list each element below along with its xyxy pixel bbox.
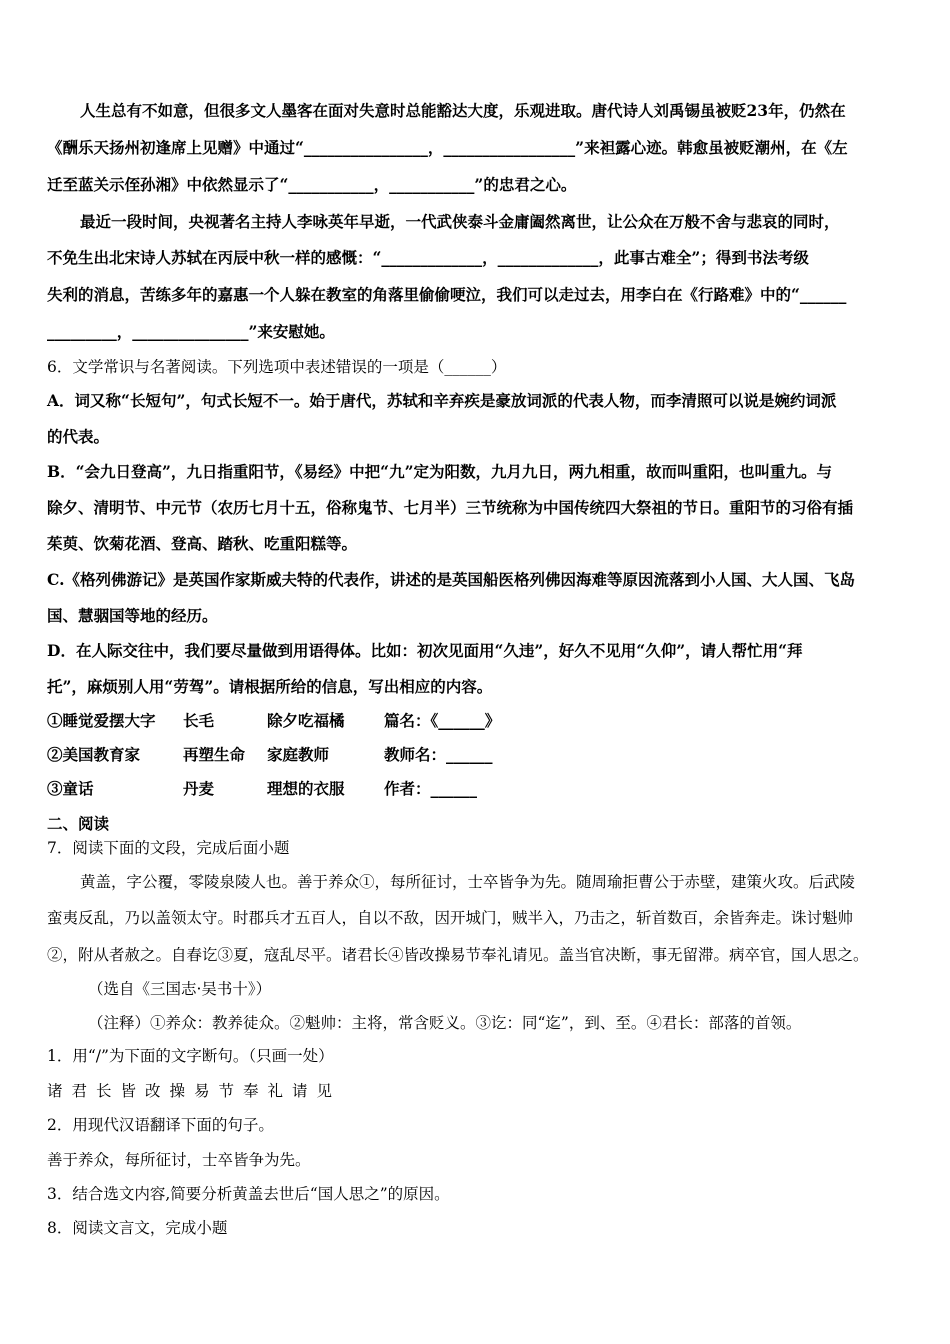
fill-in-line-6: 失利的消息，苦练多年的嘉惠一个人躲在教室的角落里偷偷哽泣，我们可以走过去，用李白在《行路难》中的“______ [47,285,847,304]
option-d-line-1: D．在人际交往中，我们要尽量做到用语得体。比如：初次见面用“久违”，好久不见用“久仰”，请人帮忙用“拜 [47,641,803,660]
option-b-line-3: 茱萸、饮菊花酒、登高、踏秋、吃重阳糕等。 [47,534,358,553]
question-6-stem: 6．文学常识与名著阅读。下列选项中表述错误的一项是（______） [47,358,507,376]
info-cell: ①睡觉爱摆大字 [47,711,156,730]
fill-in-line-7: _________，_______________”来安慰她。 [47,322,335,341]
info-cell: 理想的衣服 [267,779,345,798]
option-c-line-2: 国、慧骃国等地的经历。 [47,606,218,625]
fill-in-line-4: 最近一段时间，央视著名主持人李咏英年早逝，一代武侠泰斗金庸阖然离世，让公众在万般不舍与悲哀的同时， [80,212,840,231]
option-a-line-2: 的代表。 [47,427,110,446]
subquestion-3: 3．结合选文内容,简要分析黄盖去世后“国人思之”的原因。 [47,1185,450,1203]
info-cell: 再塑生命 [183,745,246,764]
info-cell: 长毛 [183,711,215,730]
info-cell: 丹麦 [183,779,215,798]
subquestion-2: 2．用现代汉语翻译下面的句子。 [47,1116,274,1134]
info-cell: 除夕吃福橘 [267,711,345,730]
info-cell: ②美国教育家 [47,745,141,764]
question-7-stem: 7．阅读下面的文段，完成后面小题 [47,839,290,857]
passage-line-1: 黄盖，字公覆，零陵泉陵人也。善于养众①，每所征讨，士卒皆争为先。随周瑜拒曹公于赤壁，建策火攻。后武陵 [80,873,856,891]
question-8-stem: 8．阅读文言文，完成小题 [47,1219,228,1237]
fill-in-line-1: 人生总有不如意，但很多文人墨客在面对失意时总能豁达大度，乐观进取。唐代诗人刘禹锡虽被贬23年，仍然在 [80,101,846,120]
passage-line-2: 蛮夷反乱，乃以盖领太守。时郡兵才五百人，自以不敌，因开城门，贼半入，乃击之，斩首数百，余皆奔走。诛讨魁帅 [47,909,854,927]
subquestion-1: 1．用“/”为下面的文字断句。（只画一处） [47,1047,334,1065]
answer-blank-author: 作者：______ [384,779,478,798]
subquestion-1-text: 诸君长皆改操易节奉礼请见 [47,1082,342,1100]
fill-in-line-3: 迁至蓝关示侄孙湘》中依然显示了“___________，___________”的忠君之心。 [47,175,577,194]
passage-line-3: ②，附从者赦之。自春讫③夏，寇乱尽平。诸君长④皆改操易节奉礼请见。盖当官决断，事无留滞。病卒官，国人思之。 [47,946,869,964]
option-b-line-1: B．“会九日登高”，九日指重阳节，《易经》中把“九”定为阳数，九月九日，两九相重，故而叫重阳，也叫重九。与 [47,462,833,481]
passage-notes: （注释）①养众：教养徒众。②魁帅：主将，常含贬义。③讫：同“迄”，到、至。④君长：部落的首领。 [88,1014,802,1032]
info-cell: ③童话 [47,779,94,798]
fill-in-line-5: 不免生出北宋诗人苏轼在丙辰中秋一样的感慨：“_____________，_____________，此事古难全”；得到书法考级 [47,248,809,267]
answer-blank-teacher: 教师名：______ [384,745,493,764]
passage-source: （选自《三国志·吴书十》） [88,980,272,998]
fill-in-line-2: 《酬乐天扬州初逢席上见赠》中通过“________________，_________________”来袒露心迹。韩愈虽被贬潮州，在《左 [47,138,848,157]
option-c-line-1: C.《格列佛游记》是英国作家斯威夫特的代表作，讲述的是英国船医格列佛因海难等原因流落到小人国、大人国、飞岛 [47,570,855,589]
section-heading: 二、阅读 [47,814,110,833]
option-b-line-2: 除夕、清明节、中元节（农历七月十五，俗称鬼节、七月半）三节统称为中国传统四大祭祖的节日。重阳节的习俗有插 [47,498,854,517]
info-cell: 家庭教师 [267,745,330,764]
subquestion-2-text: 善于养众，每所征讨，士卒皆争为先。 [47,1151,311,1169]
option-a-line-1: A．词又称“长短句”，句式长短不一。始于唐代，苏轼和辛弃疾是豪放词派的代表人物，而李清照可以说是婉约词派 [47,391,837,410]
answer-blank-title: 篇名：《______》 [384,711,501,730]
option-d-line-2: 托”，麻烦别人用“劳驾”。请根据所给的信息，写出相应的内容。 [47,677,493,696]
